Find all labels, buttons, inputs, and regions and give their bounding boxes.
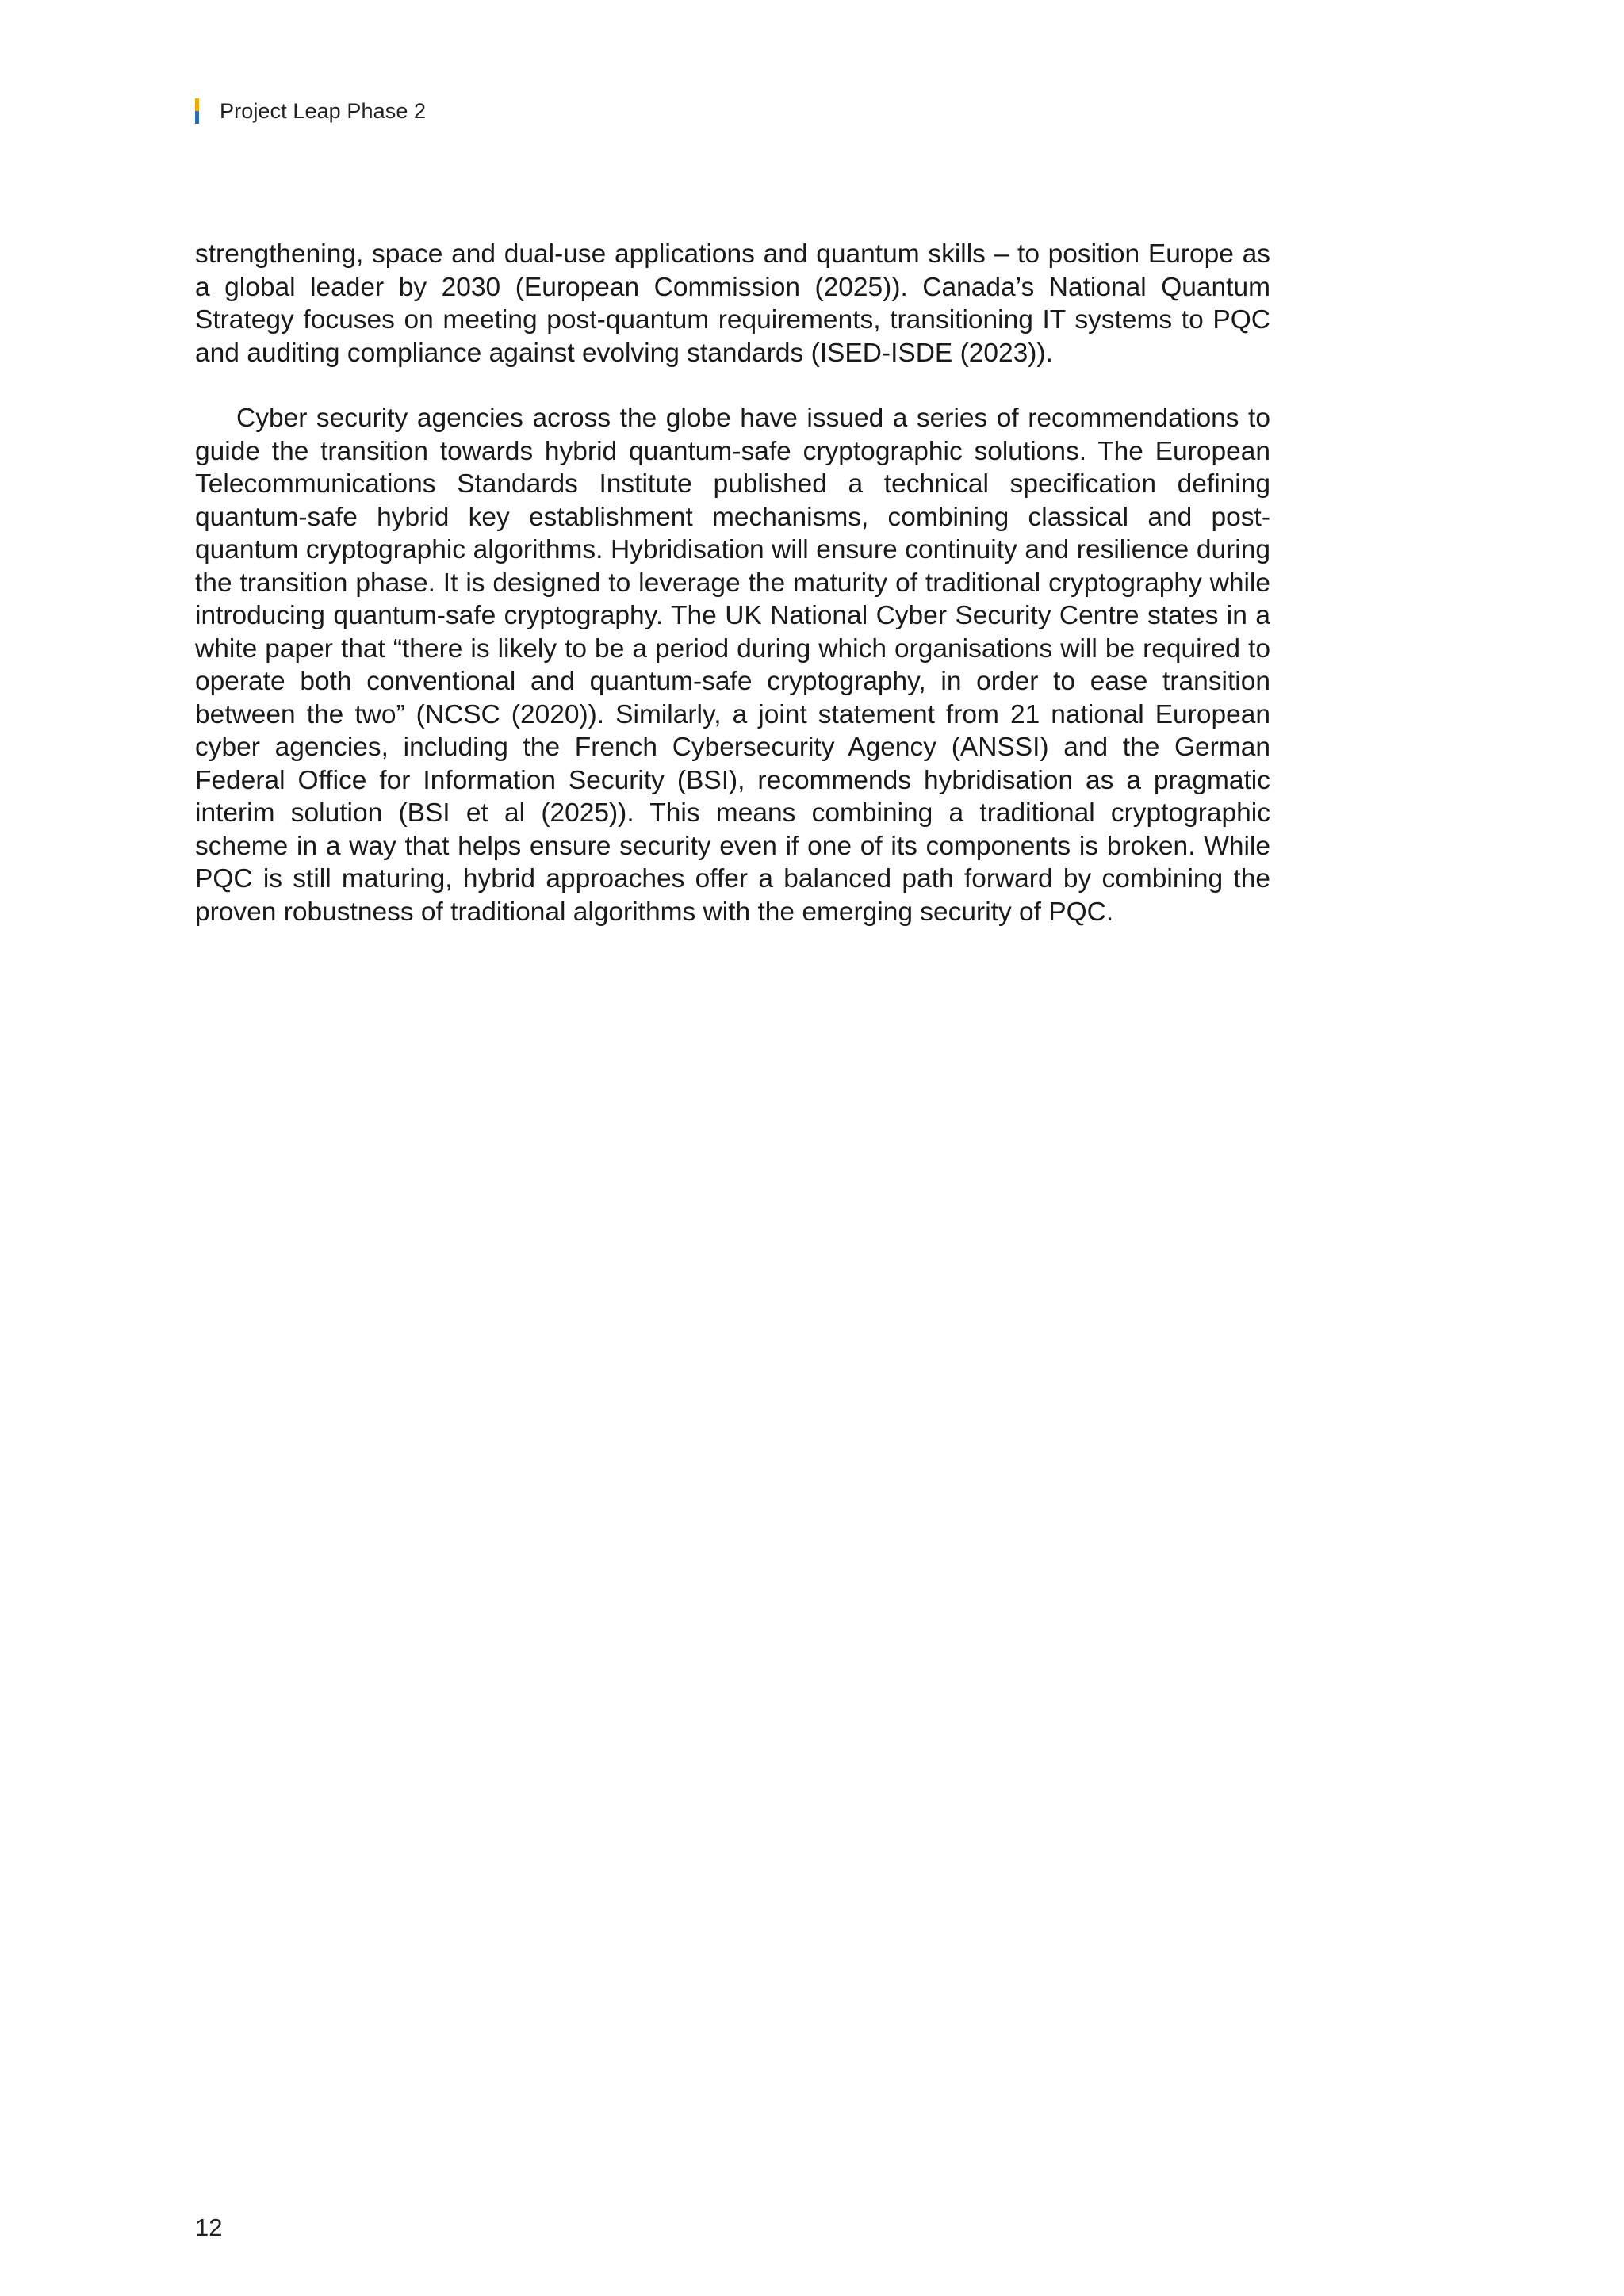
running-header: [195, 97, 426, 125]
page-number: 12: [195, 2214, 223, 2241]
running-title: Project Leap Phase 2: [220, 98, 427, 123]
header-accent-bar: [195, 98, 199, 124]
paragraph: Cyber security agencies across the globe have issued a series of recommendations to guide the transition towards hybrid quantum-safe cryptographic solutions. The European Telecommunications Standards Institute published a technical specification defining quantum-safe hybrid key establishment mechanisms, combining classical and post-quantum cryptographic algorithms. Hybridisation will ensure continuity and resilience during the transition phase. It is designed to leverage the maturity of traditional cryptography while introducing quantum-safe cryptography. The UK National Cyber Security Centre states in a white paper that “there is likely to be a period during which organisations will be required to operate both conventional and quantum-safe cryptography, in order to ease transition between the two” (NCSC (2020)). Similarly, a joint statement from 21 national European cyber agencies, including the French Cybersecurity Agency (ANSSI) and the German Federal Office for Information Security (BSI), recommends hybridisation as a pragmatic interim solution (BSI et al (2025)). This means combining a traditional cryptographic scheme in a way that helps ensure security even if one of its components is broken. While PQC is still maturing, hybrid approaches offer a balanced path forward by combining the proven robustness of traditional algorithms with the emerging security of PQC.: [195, 404, 1270, 927]
paragraph: strengthening, space and dual-use applications and quantum skills – to position Europe as a global leader by 2030 (European Commission (2025)). Canada’s National Quantum Strategy focuses on meeting post-quantum requirements, transitioning IT systems to PQC and auditing compliance against evolving standards (ISED-ISDE (2023)).: [195, 239, 1270, 368]
body-text: [195, 238, 1270, 928]
